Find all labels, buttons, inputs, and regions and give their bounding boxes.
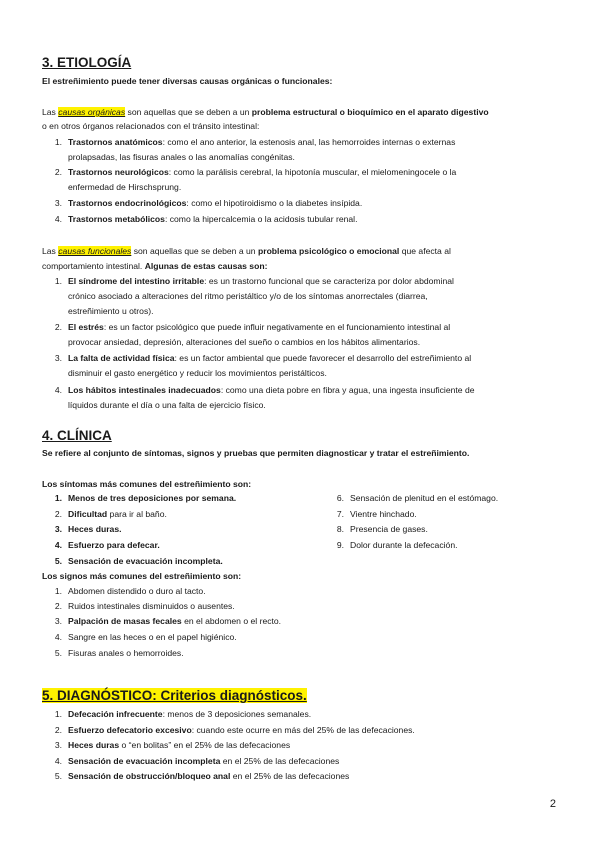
funcionales-paragraph-line2: comportamiento intestinal. Algunas de estas causas son:: [42, 261, 268, 271]
etiologia-intro: El estreñimiento puede tener diversas causas orgánicas o funcionales:: [42, 76, 333, 86]
term-causas-organicas: causas orgánicas: [58, 107, 126, 117]
signos-title: Los signos más comunes del estreñimiento son:: [42, 571, 242, 581]
section-heading-diagnostico: 5. DIAGNÓSTICO: Criterios diagnósticos.: [42, 688, 307, 703]
clinica-intro: Se refiere al conjunto de síntomas, signos y pruebas que permiten diagnosticar y tratar el estreñimiento.: [42, 448, 470, 458]
sintomas-title: Los síntomas más comunes del estreñimiento son:: [42, 479, 252, 489]
section-heading-etiologia: 3. ETIOLOGÍA: [42, 55, 132, 70]
page-number: 2: [549, 798, 556, 810]
funcionales-paragraph-line1: Las causas funcionales son aquellas que se deben a un problema psicológico o emocional que afecta al: [42, 246, 451, 256]
organicas-paragraph-line1: Las causas orgánicas son aquellas que se deben a un problema estructural o bioquímico en el aparato digestivo: [42, 107, 489, 117]
section-heading-clinica: 4. CLÍNICA: [42, 428, 112, 443]
document-page: 3. ETIOLOGÍA El estreñimiento puede tener diversas causas orgánicas o funcionales: Las causas orgánicas son aquellas que se deben a un problema estructural o bioquímico en el aparato digestivo o en otros órganos relacionados con el tránsito intestinal: 1. Trastornos anatómicos: como el ano anterior, la estenosis anal, las hemorroides internas o externas prolapsadas, las fisuras anales o las anomalías congénitas. 2. Trastornos neurológicos: como la parálisis cerebral, la hipotonía muscular, el mielomeningocele o la enfermedad de Hirschsprung. 3. Trastornos endocrinológicos: como el hipotiroidismo o la diabetes insípida. 4. Trastornos metabólicos: como la hipercalcemia o la acidosis tubular renal. Las causas funcionales son aquellas que se deben a un problema psicológico o emocional que afecta al comportamiento intestinal. Algunas de estas causas son: 1. El síndrome del intestino irritable: es un trastorno funcional que se caracteriza por dolor abdominal crónico asociado a alteraciones del ritmo peristáltico y/o de los síntomas anorrectales (diarrea, estreñimiento u otros). 2. El estrés: es un factor psicológico que puede influir negativamente en el funcionamiento intestinal al provocar ansiedad, depresión, alteraciones del sueño o cambios en los hábitos alimentarios. 3. La falta de actividad física: es un factor ambiental que puede favorecer el desarrollo del estreñimiento al disminuir el gasto energético y reducir los movimientos peristálticos. 4. Los hábitos intestinales inadecuados: como una dieta pobre en fibra y agua, una ingesta insuficiente de líquidos durante el día o una falta de ejercicio físico. 4. CLÍNICA Se refiere al conjunto de síntomas, signos y pruebas que permiten diagnosticar y tratar el estreñimiento. Los síntomas más comunes del estreñimiento son: 1. Menos de tres deposiciones por semana. 2. Dificultad para ir al baño. 3. Heces duras. 4. Esfuerzo para defecar. 5. Sensación de evacuación incompleta. 6. Sensación de plenitud en el estómago. 7. Vientre hinchado. 8. Presencia de gases. 9. Dolor durante la defecación. Los signos más comunes del estreñimiento son: 1. Abdomen distendido o duro al tacto. 2. Ruidos intestinales disminuidos o ausentes. 3. Palpación de masas fecales en el abdomen o el recto. 4. Sangre en las heces o en el papel higiénico. 5. Fisuras anales o hemorroides. 5. DIAGNÓSTICO: Criterios diagnósticos. 1. Defecación infrecuente: menos de 3 deposiciones semanales. 2. Esfuerzo defecatorio excesivo: cuando este ocurre en más del 25% de las defecaciones. 3. Heces duras o “en bolitas” en el 25% de las defecaciones 4. Sensación de evacuación incompleta en el 25% de las defecaciones 5. Sensación de obstrucción/bloqueo anal en el 25% de las defecaciones 2: [42, 55, 556, 810]
term-causas-funcionales: causas funcionales: [58, 246, 132, 256]
organicas-paragraph-line2: o en otros órganos relacionados con el tránsito intestinal:: [42, 121, 260, 131]
